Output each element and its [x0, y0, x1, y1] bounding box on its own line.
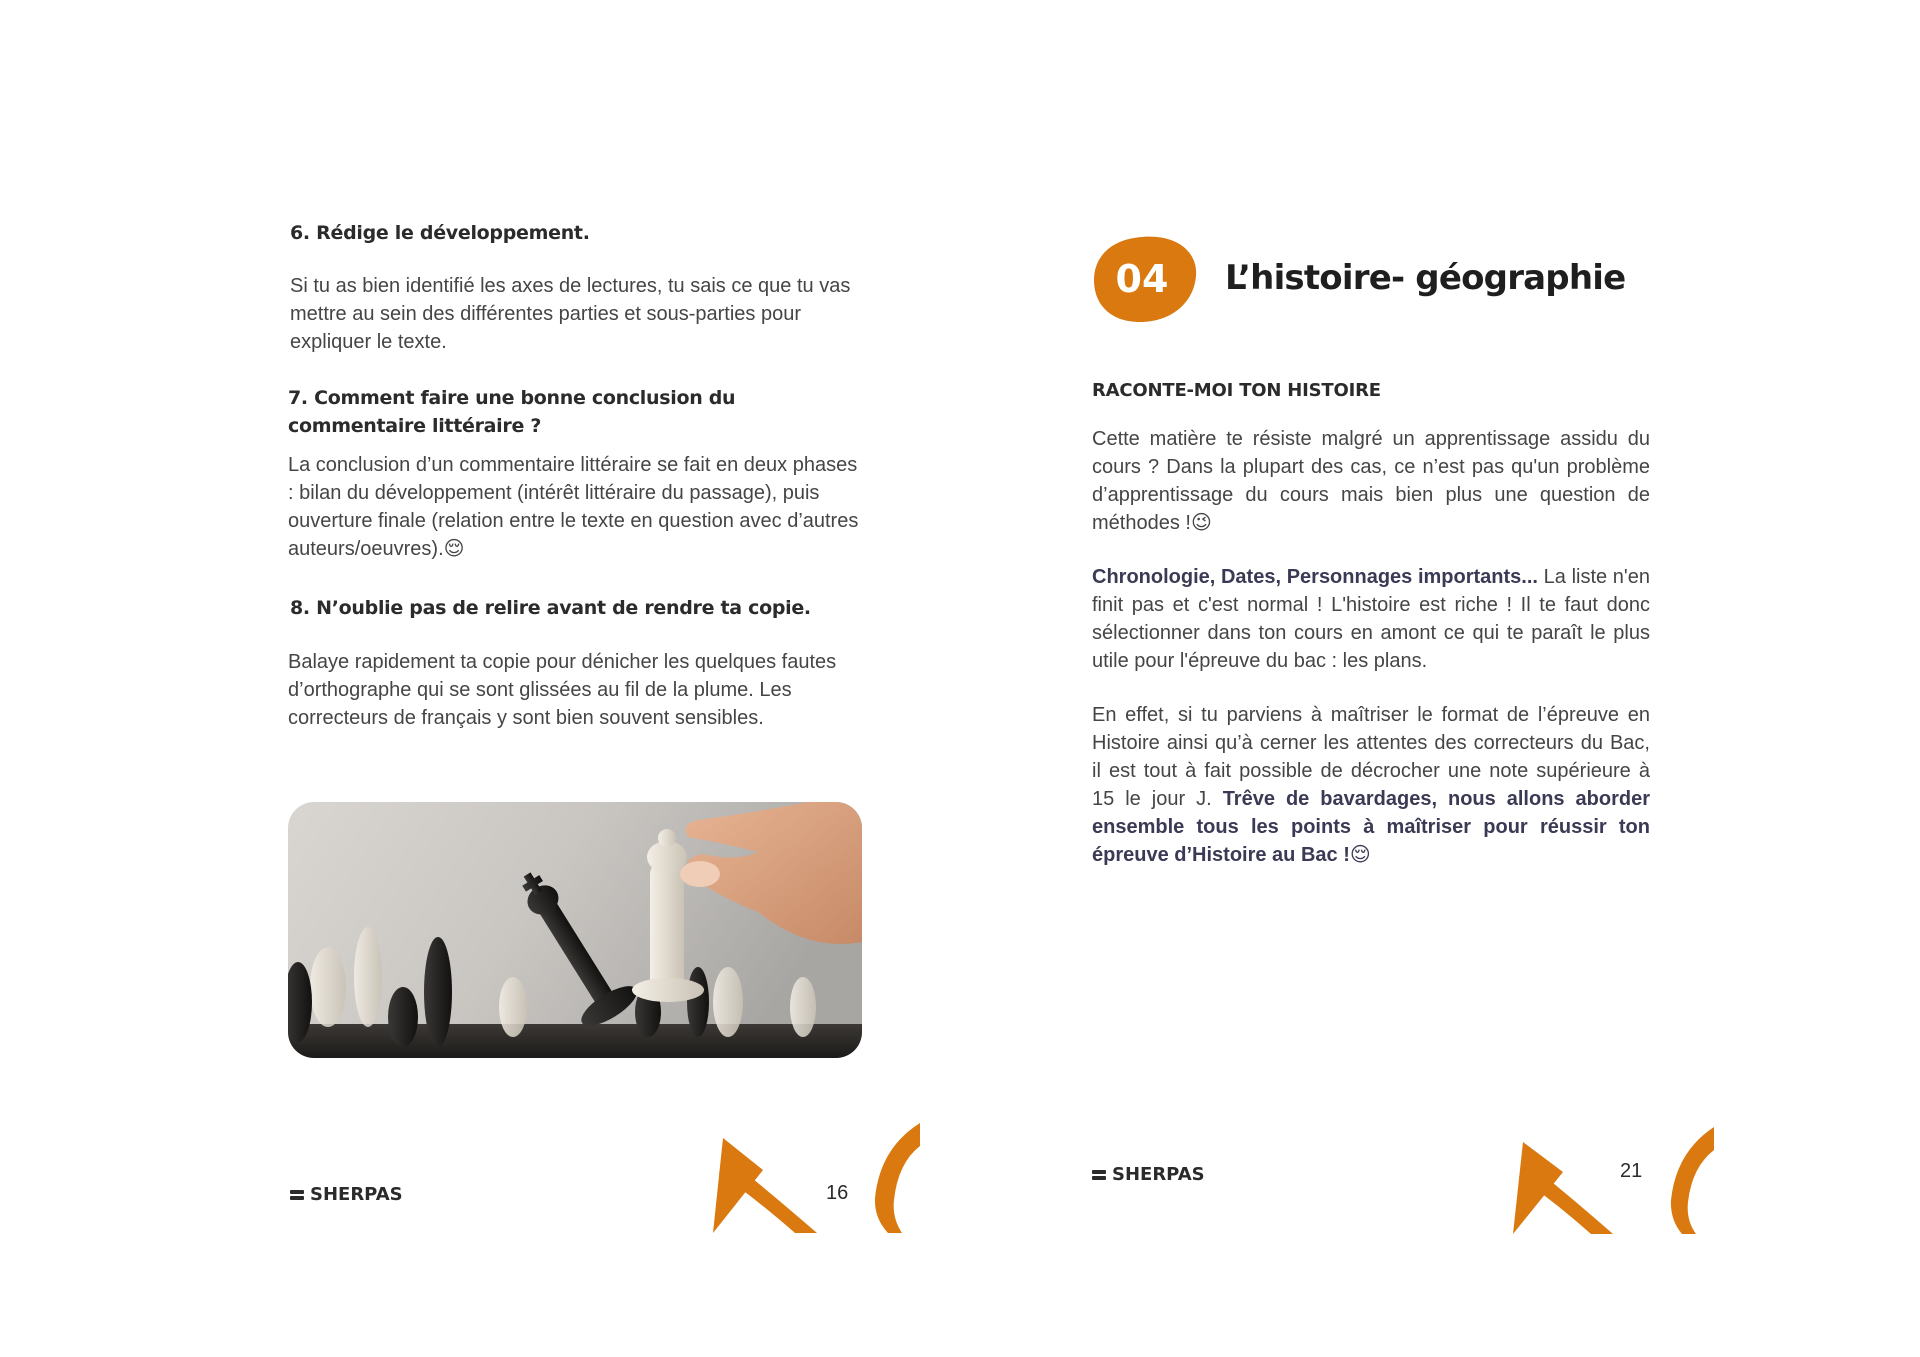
sherpas-brand	[1092, 1164, 1205, 1185]
chronology-bold: Chronologie, Dates, Personnages importants...	[1092, 566, 1538, 588]
arrow-up-left-icon	[705, 1118, 825, 1233]
sherpas-brand	[290, 1184, 403, 1205]
page-number: 16	[826, 1182, 849, 1204]
chess-illustration	[288, 802, 862, 1058]
left-page	[0, 0, 920, 1357]
chronology-paragraph	[1092, 563, 1650, 675]
chapter-title: L’histoire- géographie	[1225, 258, 1626, 298]
step7-text: La conclusion d’un commentaire littéraire se fait en deux phases : bilan du développement (intérêt littéraire du passage), puis ouverture finale (relation entre le texte en question avec d’autres auteurs/oeuvres).😌	[288, 454, 859, 560]
arrow-up-left-icon	[1505, 1122, 1615, 1234]
method-bold: Trêve de bavardages, nous allons aborder ensemble tous les points à maîtriser pour réussir ton épreuve d’Histoire au Bac !😌	[1092, 788, 1650, 866]
chapter-badge	[1092, 234, 1200, 324]
right-page	[920, 0, 1920, 1357]
step6-text: Si tu as bien identifié les axes de lectures, tu sais ce que tu vas mettre au sein des différentes parties et sous-parties pour expliquer le texte.	[290, 275, 851, 353]
page-number: 21	[1620, 1160, 1643, 1182]
step8-heading: 8. N’oublie pas de relire avant de rendre ta copie.	[290, 597, 811, 619]
chronology-text: La liste n'en finit pas et c'est normal ! L'histoire est riche ! Il te faut donc sélectionner dans ton cours en amont ce qui te paraît le plus utile pour l'épreuve du bac : les plans.	[1092, 566, 1650, 672]
chapter-number: 04	[1115, 257, 1169, 301]
brand-name: SHERPAS	[310, 1184, 403, 1205]
intro-paragraph: Cette matière te résiste malgré un apprentissage assidu du cours ? Dans la plupart des cas, ce n’est pas qu'un problème d’apprentissage du cours mais bien plus une question de méthodes !😉	[1092, 428, 1650, 534]
step6-heading: 6. Rédige le développement.	[290, 222, 590, 244]
method-paragraph	[1092, 701, 1650, 869]
orange-swoosh-icon	[870, 1118, 920, 1233]
step7-heading: 7. Comment faire une bonne conclusion du commentaire littéraire ?	[288, 387, 736, 437]
method-text: En effet, si tu parviens à maîtriser le format de l’épreuve en Histoire ainsi qu’à cerner les attentes des correcteurs du Bac, il est tout à fait possible de décrocher une note supérieure à 15 le jour J.	[1092, 704, 1650, 810]
brand-name: SHERPAS	[1112, 1164, 1205, 1185]
sherpas-logo-icon	[1092, 1169, 1106, 1181]
sherpas-logo-icon	[290, 1189, 304, 1201]
chess-photo	[288, 802, 862, 1058]
step8-text: Balaye rapidement ta copie pour dénicher les quelques fautes d’orthographe qui se sont glissées au fil de la plume. Les correcteurs de français y sont bien souvent sensibles.	[288, 651, 837, 729]
section-heading: RACONTE-MOI TON HISTOIRE	[1092, 380, 1381, 401]
orange-swoosh-icon	[1666, 1122, 1714, 1234]
